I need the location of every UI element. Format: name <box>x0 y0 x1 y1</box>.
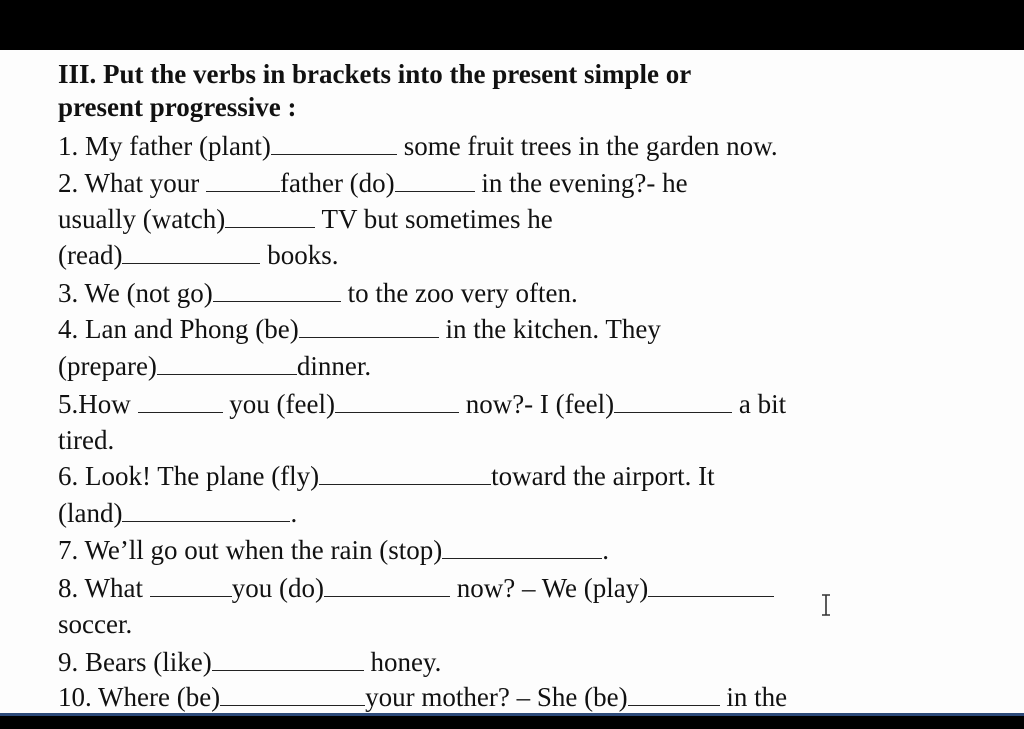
q2-text-b: father (do) <box>279 168 395 198</box>
question-3 <box>58 277 578 309</box>
text-cursor-icon <box>818 593 834 617</box>
question-6-cont <box>58 497 297 529</box>
q8-blank-3[interactable] <box>648 572 774 597</box>
q5-text-d: a bit <box>738 389 787 419</box>
q4-text-b: in the kitchen. They <box>445 314 661 344</box>
q8-blank-1[interactable] <box>150 572 232 597</box>
q2-text-d: usually (watch) <box>58 204 226 234</box>
question-2-cont2 <box>58 239 338 271</box>
question-1 <box>58 130 778 162</box>
q5-text-c: now?- I (feel) <box>465 389 615 419</box>
q5-text-e: tired. <box>58 425 115 455</box>
q6-text-c: (land) <box>58 498 123 528</box>
worksheet-page <box>0 50 1024 713</box>
q10-blank-2[interactable] <box>628 681 720 706</box>
q6-blank-2[interactable] <box>122 497 290 522</box>
q6-text-d: . <box>290 498 298 528</box>
q3-blank[interactable] <box>213 277 341 302</box>
q4-text-c: (prepare) <box>58 351 157 381</box>
q5-blank-3[interactable] <box>614 388 732 413</box>
q2-text-a: 2. What your <box>58 168 200 198</box>
q8-text-c: now? – We (play) <box>456 573 649 603</box>
q1-blank[interactable] <box>271 130 397 155</box>
q8-text-b: you (do) <box>231 573 324 603</box>
q5-blank-2[interactable] <box>335 388 459 413</box>
q2-text-e: TV but sometimes he <box>321 204 553 234</box>
q4-blank-2[interactable] <box>157 350 297 375</box>
question-5 <box>58 388 786 420</box>
q3-text-a: 3. We (not go) <box>58 278 213 308</box>
q7-text-a: 7. We’ll go out when the rain (stop) <box>58 535 443 565</box>
q8-text-d: soccer. <box>58 609 133 639</box>
q10-blank-1[interactable] <box>220 681 365 706</box>
q6-text-a: 6. Look! The plane (fly) <box>58 461 320 491</box>
q2-text-f: (read) <box>58 240 123 270</box>
question-2 <box>58 167 688 199</box>
q9-text-a: 9. Bears (like) <box>58 647 212 677</box>
q1-text-b: some fruit trees in the garden now. <box>403 131 778 161</box>
question-10 <box>58 681 787 713</box>
question-8 <box>58 572 774 604</box>
top-black-bar <box>0 0 1024 50</box>
q2-text-c: in the evening?- he <box>481 168 688 198</box>
q10-text-b: your mother? – She (be) <box>365 682 628 712</box>
question-9 <box>58 646 441 678</box>
bottom-black-bar <box>0 716 1024 729</box>
question-6 <box>58 460 715 492</box>
question-8-cont <box>58 608 132 640</box>
q2-blank-2[interactable] <box>395 167 475 192</box>
q5-text-a: 5.How <box>58 389 131 419</box>
q1-text-a: 1. My father (plant) <box>58 131 271 161</box>
exercise-heading-line2: present progressive : <box>58 92 297 122</box>
q4-text-a: 4. Lan and Phong (be) <box>58 314 299 344</box>
question-4 <box>58 313 661 345</box>
q9-blank[interactable] <box>212 646 364 671</box>
q6-text-b: toward the airport. It <box>491 461 715 491</box>
q8-text-a: 8. What <box>58 573 143 603</box>
q9-text-b: honey. <box>370 647 442 677</box>
q10-text-c: in the <box>726 682 788 712</box>
q2-blank-3[interactable] <box>225 203 315 228</box>
question-4-cont <box>58 350 371 382</box>
q8-blank-2[interactable] <box>324 572 450 597</box>
q7-blank[interactable] <box>442 534 602 559</box>
q4-text-d: dinner. <box>296 351 372 381</box>
q7-text-b: . <box>602 535 609 565</box>
exercise-heading-line1: III. Put the verbs in brackets into the present simple or <box>58 59 692 89</box>
q5-blank-1[interactable] <box>138 388 223 413</box>
q3-text-b: to the zoo very often. <box>347 278 578 308</box>
q2-text-g: books. <box>267 240 339 270</box>
q4-blank-1[interactable] <box>299 313 439 338</box>
q2-blank-1[interactable] <box>206 167 280 192</box>
question-5-cont <box>58 424 114 456</box>
question-2-cont <box>58 203 553 235</box>
q2-blank-4[interactable] <box>122 239 260 264</box>
q5-text-b: you (feel) <box>229 389 335 419</box>
q10-text-a: 10. Where (be) <box>58 682 221 712</box>
question-7 <box>58 534 609 566</box>
q6-blank-1[interactable] <box>319 460 491 485</box>
